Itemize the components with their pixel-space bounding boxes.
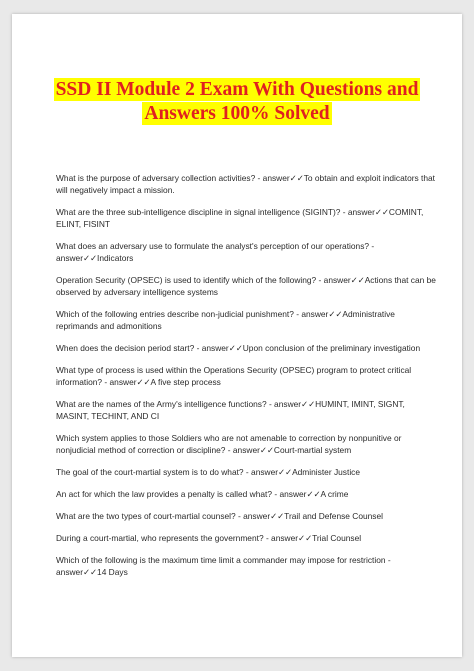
title-line-2: Answers 100% Solved: [144, 103, 330, 124]
qa-item: Which system applies to those Soldiers who are not amenable to correction by nonpunitive or nonjudicial method of correction or discipline? - answer✓✓Court-martial system: [56, 433, 402, 455]
document-page: [12, 14, 462, 657]
title-line-1: SSD II Module 2 Exam With Questions and: [55, 79, 419, 100]
qa-item: An act for which the law provides a penalty is called what? - answer✓✓A crime: [56, 489, 349, 499]
qa-item: When does the decision period start? - answer✓✓Upon conclusion of the preliminary investigation: [56, 343, 421, 353]
qa-item: What are the three sub-intelligence discipline in signal intelligence (SIGINT)? - answer✓✓COMINT, ELINT, FISINT: [56, 207, 424, 229]
qa-item: What are the names of the Army's intelligence functions? - answer✓✓HUMINT, IMINT, SIGNT, MASINT, TECHINT, AND CI: [56, 399, 405, 421]
qa-item: What type of process is used within the Operations Security (OPSEC) program to protect critical information? - answer✓✓A five step process: [56, 365, 412, 387]
question-answer-list: [56, 172, 436, 588]
qa-item: The goal of the court-martial system is to do what? - answer✓✓Administer Justice: [56, 467, 361, 477]
qa-item: Which of the following entries describe non-judicial punishment? - answer✓✓Administrative reprimands and admonitions: [56, 309, 395, 331]
qa-item: What does an adversary use to formulate the analyst's perception of our operations? - answer✓✓Indicators: [56, 241, 375, 263]
qa-item: Operation Security (OPSEC) is used to identify which of the following? - answer✓✓Actions that can be observed by adversary intelligence systems: [56, 275, 436, 297]
qa-item: What are the two types of court-martial counsel? - answer✓✓Trail and Defense Counsel: [56, 511, 384, 521]
qa-item: Which of the following is the maximum time limit a commander may impose for restriction - answer✓✓14 Days: [56, 555, 391, 577]
qa-item: During a court-martial, who represents the government? - answer✓✓Trial Counsel: [56, 533, 362, 543]
document-title: [12, 78, 462, 126]
qa-item: What is the purpose of adversary collection activities? - answer✓✓To obtain and exploit indicators that will negatively impact a mission.: [56, 173, 435, 195]
